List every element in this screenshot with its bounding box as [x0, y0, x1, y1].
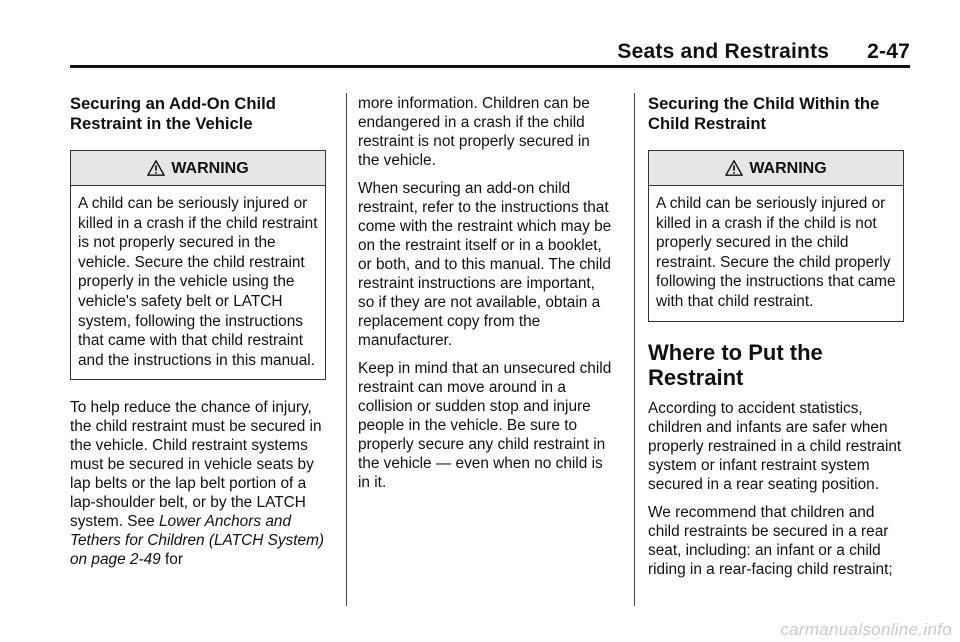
- header-rule: [70, 65, 910, 68]
- watermark: carmanualsonline.info: [780, 620, 952, 639]
- column-1-paragraph-tail: for: [160, 551, 183, 569]
- column-2-paragraph-3: Keep in mind that an unsecured child restraint can move around in a collision or sudden stop and injure people in the vehicle. Be sure to properly secure any child restraint in the vehicle — even when no child is in it.: [358, 360, 612, 491]
- column-1-paragraph-text: To help reduce the chance of injury, the child restraint must be secured in the vehicle. Child restraint systems must be secured in vehicle seats by lap belts or the lap belt portion of a lap-shoulder belt, or by the LATCH system. See: [70, 399, 322, 531]
- warning-box-2: [648, 150, 904, 322]
- column-3-paragraph-2: We recommend that children and child restraints be secured in a rear seat, including: an infant or a child riding in a rear-facing child restraint;: [648, 503, 893, 578]
- column-2: [358, 94, 614, 501]
- warning-label-1: WARNING: [171, 159, 249, 177]
- page-header-title: Seats and Restraints: [617, 40, 830, 63]
- column-2-paragraph-1: more information. Children can be endangered in a crash if the child restraint is not properly secured in the vehicle.: [358, 95, 590, 169]
- page-number: 2-47: [867, 40, 910, 63]
- column-3-heading: Securing the Child Within the Child Restraint: [648, 94, 880, 133]
- column-divider-2: [634, 93, 635, 606]
- column-3-paragraph-1: According to accident statistics, children and infants are safer when properly restrained in a child restraint system or infant restraint system secured in a rear seating position.: [648, 399, 902, 493]
- column-1-heading: Securing an Add-On Child Restraint in the Vehicle: [70, 94, 276, 133]
- warning-text-1: A child can be seriously injured or killed in a crash if the child restraint is not properly secured in the vehicle. Secure the child restraint properly in the vehicle using the vehicle's safety belt or LATCH system, following the instructions that came with that child restraint and the instructions in this manual.: [78, 195, 318, 369]
- column-divider-1: [346, 93, 347, 606]
- warning-triangle-icon: [147, 159, 165, 177]
- section-heading: Where to Put the Restraint: [648, 339, 823, 390]
- column-1-paragraph: [70, 398, 326, 569]
- warning-box-1: [70, 150, 326, 380]
- warning-header-1: [71, 151, 325, 186]
- column-3: [648, 94, 904, 588]
- column-1: [70, 94, 326, 578]
- column-2-paragraph-2: When securing an add-on child restraint, refer to the instructions that come with the restraint which may be on the restraint itself or in a booklet, or both, and to this manual. The child restraint instructions are important, so if they are not available, obtain a replacement copy from the manufacturer.: [358, 180, 612, 349]
- warning-triangle-icon: [725, 159, 743, 177]
- warning-text-2: A child can be seriously injured or killed in a crash if the child is not properly secured in the child restraint. Secure the child properly following the instructions that came with that child restraint.: [656, 195, 896, 310]
- warning-header-2: [649, 151, 903, 186]
- page-header: [617, 40, 910, 64]
- warning-label-2: WARNING: [749, 159, 827, 177]
- cross-reference-link[interactable]: Lower Anchors and Tethers for Children (LATCH System) on page 2-49: [70, 513, 325, 569]
